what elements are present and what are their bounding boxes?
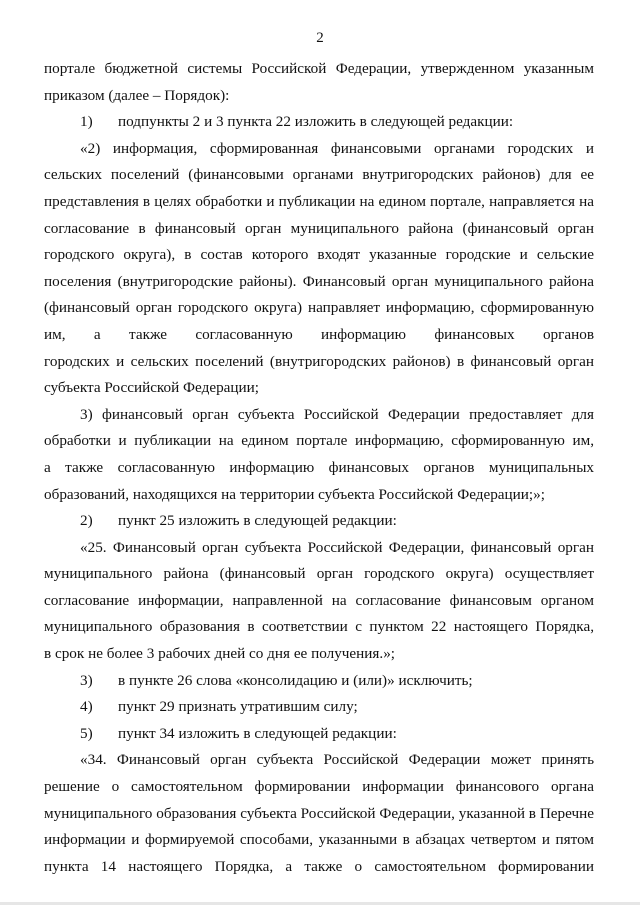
text-line: субъекта Российской Федерации;: [44, 379, 260, 397]
text-line: городского округа), в состав которого входят указанные городские и сельские: [44, 246, 594, 264]
text-line: им, а также согласованную информацию финансовых органов: [44, 325, 594, 343]
item-number: 5): [80, 724, 93, 742]
text-line: образований, находящихся на территории субъекта Российской Федерации;»;: [44, 485, 545, 503]
list-item-4: [44, 694, 594, 721]
list-item-2: [44, 508, 594, 535]
text-line: представления в целях обработки и публикации на едином портале, направляется на: [44, 192, 594, 210]
text-line: поселения (внутригородские районы). Финансовый орган муниципального района: [44, 272, 594, 290]
text-line: приказом (далее – Порядок):: [44, 86, 230, 104]
text-line: а также согласованную информацию финансовых органов муниципальных: [44, 458, 594, 476]
list-item-5: [44, 721, 594, 748]
text-line: «25. Финансовый орган субъекта Российской Федерации, финансовый орган: [80, 538, 594, 556]
text-line: муниципального образования субъекта Российской Федерации, указанной в Перечне: [44, 804, 594, 822]
item-number: 4): [80, 698, 93, 716]
text-line: информации и формируемой способами, указанными в абзацах четвертом и пятом: [44, 831, 594, 849]
item-number: 1): [80, 113, 93, 131]
text-line: решение о самостоятельном формировании информации финансового органа: [44, 778, 594, 796]
item-number: 3): [80, 671, 93, 689]
text-line: согласование информации, направленной на согласование финансовым органом: [44, 591, 594, 609]
text-line: (финансовый орган городского округа) направляет информацию, сформированную: [44, 299, 594, 317]
text-line: пункт 29 признать утратившим силу;: [118, 698, 358, 716]
text-line: муниципального района (финансовый орган городского округа) осуществляет: [44, 565, 594, 583]
text-line: «2) информация, сформированная финансовыми органами городских и: [80, 139, 594, 157]
text-line: согласование в финансовый орган муниципального района (финансовый орган: [44, 219, 594, 237]
list-item-3: [44, 668, 594, 695]
text-line: в пункте 26 слова «консолидацию и (или)» исключить;: [118, 671, 473, 689]
text-line: в срок не более 3 рабочих дней со дня ее получения.»;: [44, 645, 396, 663]
text-line: пункт 25 изложить в следующей редакции:: [118, 512, 397, 530]
text-line: портале бюджетной системы Российской Федерации, утвержденном указанным: [44, 60, 594, 77]
page-number: 2: [316, 30, 324, 46]
list-item-1: [44, 109, 594, 136]
text-line: 3) финансовый орган субъекта Российской Федерации предоставляет для: [80, 405, 594, 423]
text-line: подпункты 2 и 3 пункта 22 изложить в следующей редакции:: [118, 113, 514, 131]
text-line: муниципального образования в соответствии с пунктом 22 настоящего Порядка,: [44, 618, 594, 636]
text-line: обработки и публикации на едином портале информацию, сформированную им,: [44, 432, 594, 450]
text-line: пункт 34 изложить в следующей редакции:: [118, 724, 397, 742]
text-line: пункта 14 настоящего Порядка, а также о самостоятельном формировании: [44, 857, 594, 875]
text-line: городских и сельских поселений (внутригородских районов) в финансовый орган: [44, 352, 594, 370]
document-body: [44, 56, 594, 880]
item-number: 2): [80, 512, 93, 530]
text-line: «34. Финансовый орган субъекта Российской Федерации может принять: [80, 751, 594, 769]
text-line: сельских поселений (финансовыми органами внутригородских районов) для ее: [44, 166, 594, 184]
